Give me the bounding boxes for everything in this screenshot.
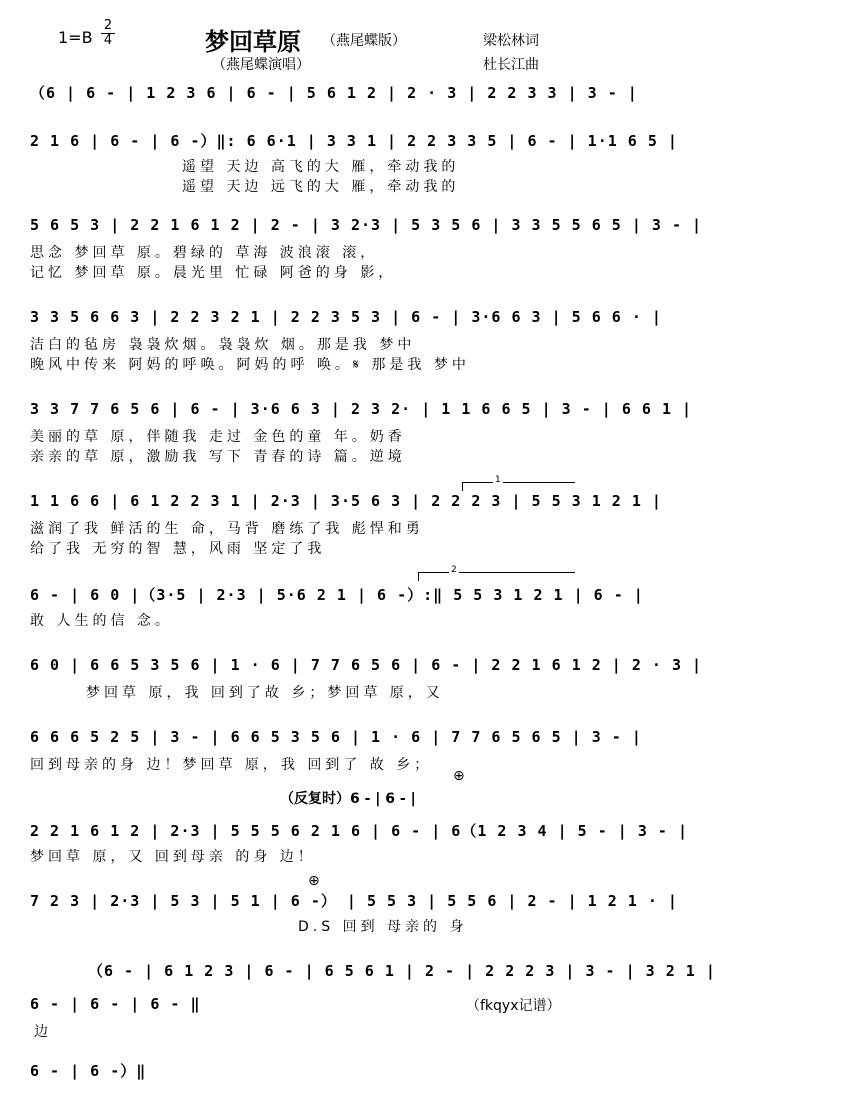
time-signature (101, 20, 115, 47)
lyric-line-2: 亲亲的草 原，激励我 写下 青春的诗 篇。逆境 (30, 449, 406, 465)
notes-line: 6 - | 6 0 |（3·5 | 2·3 | 5·6 2 1 | 6 -）:‖ 5 5 3 1 2 1 | 6 - | (30, 586, 644, 604)
score-system-14 (0, 1060, 600, 1120)
song-title: 梦回草原 (205, 28, 301, 56)
lyric-line-1: D.S 回到 母亲的 身 (298, 919, 468, 935)
lyricist: 梁松林词 (483, 33, 539, 49)
song-singer: （燕尾蝶演唱） (212, 57, 310, 73)
song-version: （燕尾蝶版） (322, 33, 406, 49)
lyric-line-2: 记忆 梦回草 原。晨光里 忙碌 阿爸的身 影， (30, 265, 397, 281)
lyric-line-1: 边 (34, 1024, 52, 1040)
lyric-line-1: 思念 梦回草 原。碧绿的 草海 波浪滚 滚， (30, 245, 379, 261)
volta-bracket-1 (462, 475, 575, 491)
notes-line: 6 6 6 5 2 5 | 3 - | 6 6 5 3 5 6 | 1 · 6 | 7 7 6 5 6 5 | 3 - | (30, 728, 642, 746)
lyric-line-2: 晚风中传来 阿妈的呼唤。阿妈的呼 唤。𝄋 那是我 梦中 (30, 357, 470, 373)
volta-bracket-2 (418, 565, 575, 581)
notes-line: 3 3 7 7 6 5 6 | 6 - | 3·6 6 3 | 2 3 2· | 1 1 6 6 5 | 3 - | 6 6 1 | (30, 400, 693, 418)
score-system-7 (0, 584, 644, 644)
lyric-line-1: 敢 人生的信 念。 (30, 613, 173, 629)
composer: 杜长江曲 (483, 57, 539, 73)
score-system-8 (0, 656, 703, 716)
notes-line: （6 | 6 - | 1 2 3 6 | 6 - | 5 6 1 2 | 2 · 3 | 2 2 3 3 | 3 - | (30, 84, 638, 102)
notes-line: 6 0 | 6 6 5 3 5 6 | 1 · 6 | 7 7 6 5 6 | 6 - | 2 2 1 6 1 2 | 2 · 3 | (30, 656, 703, 674)
notes-line: 6 - | 6 -）‖ (30, 1062, 147, 1080)
score-system-11 (0, 890, 678, 950)
lyric-line-1: 梦回草 原，又 回到母亲 的身 边！ (30, 849, 316, 865)
volta-1-label: 1 (495, 475, 501, 485)
lyric-line-1: 滋润了我 鲜活的生 命，马背 磨练了我 彪悍和勇 (30, 521, 424, 537)
notes-line: （6 - | 6 1 2 3 | 6 - | 6 5 6 1 | 2 - | 2 2 2 3 | 3 - | 3 2 1 | (88, 962, 716, 980)
score-system-5 (0, 400, 693, 465)
lyric-line-1: 美丽的草 原，伴随我 走过 金色的童 年。奶香 (30, 429, 406, 445)
score-system-4 (0, 308, 662, 373)
notes-line: 2 1 6 | 6 - | 6 -）‖: 6 6·1 | 3 3 1 | 2 2 3 3 5 | 6 - | 1·1 6 5 | (30, 132, 678, 150)
transcriber-credit: （fkqyx记谱） (466, 998, 561, 1014)
lyric-line-1: 梦回草 原，我 回到了故 乡；梦回草 原，又 (86, 685, 444, 701)
lyric-line-1: 洁白的毡房 袅袅炊烟。袅袅炊 烟。那是我 梦中 (30, 337, 416, 353)
repeat-ending-note: （反复时）6 - | 6 - | (280, 791, 416, 807)
lyric-line-2: 给了我 无穷的智 慧，风雨 坚定了我 (30, 541, 326, 557)
notes-line: 5 6 5 3 | 2 2 1 6 1 2 | 2 - | 3 2·3 | 5 3 5 6 | 3 3 5 5 6 5 | 3 - | (30, 216, 703, 234)
lyric-line-1: 遥望 天边 高飞的大 雁，牵动我的 (182, 159, 460, 175)
lyric-line-2: 遥望 天边 远飞的大 雁，牵动我的 (182, 179, 460, 195)
notes-line: 7 2 3 | 2·3 | 5 3 | 5 1 | 6 -） | 5 5 3 | 5 5 6 | 2 - | 1 2 1 · | (30, 892, 678, 910)
score-system-2 (0, 130, 678, 195)
score-system-9 (0, 728, 642, 788)
notes-line: 3 3 5 6 6 3 | 2 2 3 2 1 | 2 2 3 5 3 | 6 - | 3·6 6 3 | 5 6 6 · | (30, 308, 662, 326)
score-system-6 (0, 492, 662, 557)
score-system-3 (0, 216, 703, 281)
time-top: 2 (103, 18, 113, 33)
time-bottom: 4 (103, 33, 113, 48)
score-system-10 (0, 820, 688, 880)
lyric-line-1: 回到母亲的身 边！梦回草 原，我 回到了 故 乡； (30, 757, 433, 773)
volta-2-label: 2 (451, 565, 457, 575)
key-signature: 1=B (58, 28, 93, 47)
notes-line: 2 2 1 6 1 2 | 2·3 | 5 5 5 6 2 1 6 | 6 - | 6（1 2 3 4 | 5 - | 3 - | (30, 822, 688, 840)
coda-mark-2: ⊕ (308, 873, 320, 889)
coda-mark: ⊕ (453, 768, 465, 784)
notes-line: 6 - | 6 - | 6 - ‖ (30, 995, 201, 1013)
notes-line: 1 1 6 6 | 6 1 2 2 3 1 | 2·3 | 3·5 6 3 | 2 2 2 3 | 5 5 3 1 2 1 | (30, 492, 662, 510)
